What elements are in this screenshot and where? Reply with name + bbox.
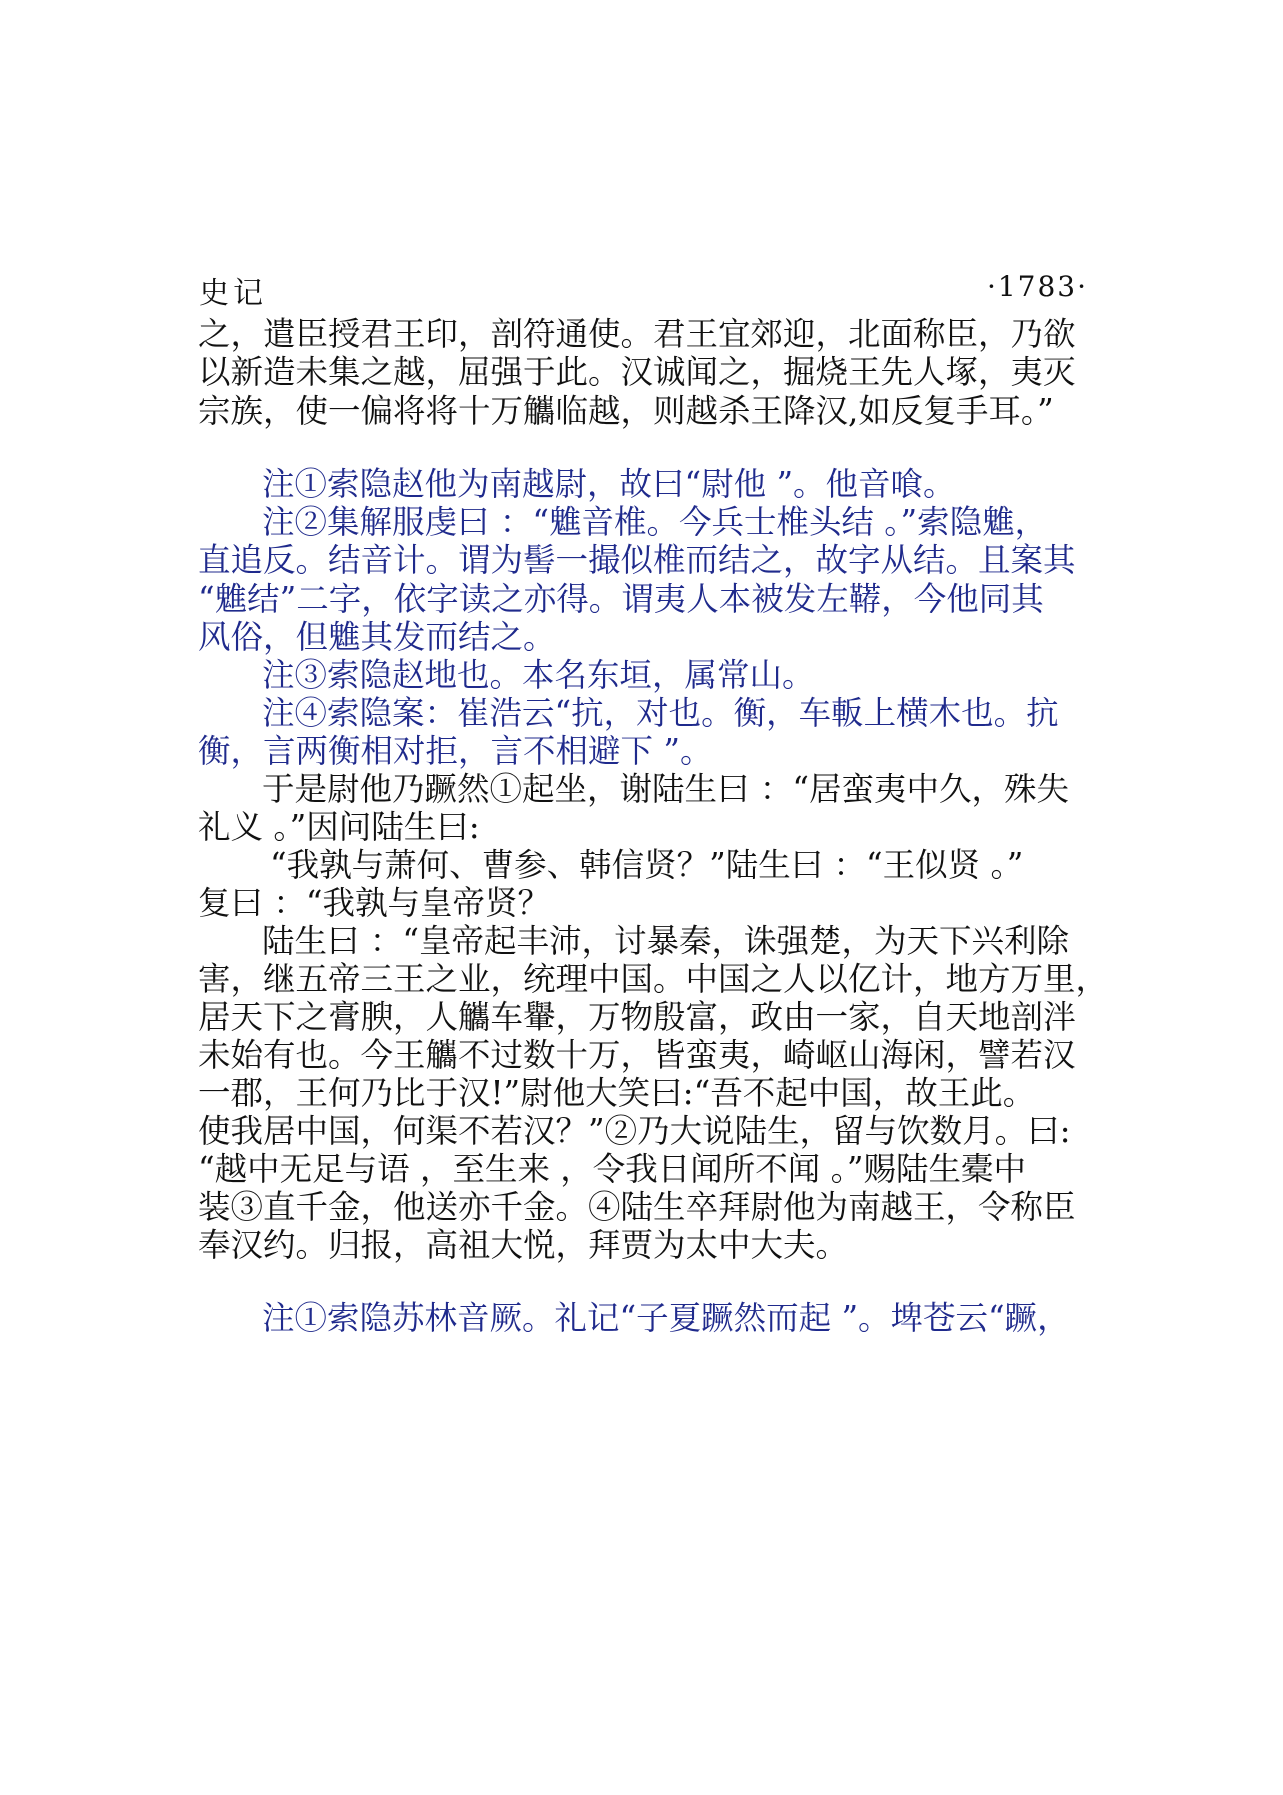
text-line: 以新造未集之越，屈强于此。汉诚闻之，掘烧王先人塚，夷灭 (198, 353, 1076, 391)
text-line: “我孰与萧何、曹参、韩信贤？”陆生曰 ：“王似贤 。” (270, 846, 1024, 884)
text-line: 一郡，王何乃比于汉!”尉他大笑曰:“吾不起中国，故王此。 (198, 1074, 1036, 1112)
annotation-line: 注③索隐赵地也。本名东垣，属常山。 (262, 656, 815, 694)
text-line: 礼义 。”因问陆生曰: (198, 808, 480, 846)
text-line: 装③直千金，他送亦千金。④陆生卒拜尉他为南越王，令称臣 (198, 1188, 1076, 1226)
text-line: 害，继五帝三王之业，统理中国。中国之人以亿计，地方万里， (198, 960, 1109, 998)
text-line: 居天下之膏腴，人觿车轝，万物殷富，政由一家，自天地剖泮 (198, 998, 1076, 1036)
text-line: 宗族，使一偏将将十万觿临越，则越杀王降汉,如反复手耳。” (198, 392, 1054, 430)
annotation-line: 注②集解服虔曰 ：“魋音椎。今兵士椎头结 。”索隐魋， (262, 503, 1048, 541)
annotation-line: 注①索隐苏林音厥。礼记“子夏蹶然而起 ”。埤苍云“蹶， (262, 1299, 1070, 1337)
text-line: 于是尉他乃蹶然①起坐，谢陆生曰 ：“居蛮夷中久，殊失 (262, 770, 1069, 808)
text-line: 使我居中国，何渠不若汉？”②乃大说陆生，留与饮数月。曰: (198, 1112, 1071, 1150)
annotation-line: 注④索隐案：崔浩云“抗，对也。衡，车䡊上横木也。抗 (262, 694, 1059, 732)
text-line: 未始有也。今王觿不过数十万，皆蛮夷，崎岖山海闲，譬若汉 (198, 1036, 1076, 1074)
running-head: 史记 (199, 276, 267, 311)
annotation-line: 风俗，但魋其发而结之。 (198, 618, 556, 656)
annotation-line: 衡，言两衡相对拒，言不相避下 ”。 (198, 732, 713, 770)
annotation-line: 注①索隐赵他为南越尉，故曰“尉他 ”。他音喰。 (262, 465, 956, 503)
text-line: “越中无足与语 ，至生来 ，令我日闻所不闻 。”赐陆生橐中 (198, 1150, 1026, 1188)
page-number: ·1783· (986, 270, 1088, 303)
annotation-line: 直追反。结音计。谓为髻一撮似椎而结之，故字从结。且案其 (198, 541, 1076, 579)
text-line: 奉汉约。归报，高祖大悦，拜贾为太中大夫。 (198, 1226, 849, 1264)
text-line: 复曰 ：“我孰与皇帝贤？ (198, 884, 550, 922)
text-line: 之，遣臣授君王印，剖符通使。君王宜郊迎，北面称臣，乃欲 (198, 315, 1076, 353)
annotation-line: “魋结”二字，依字读之亦得。谓夷人本被发左鞯，今他同其 (198, 580, 1044, 618)
text-line: 陆生曰 ：“皇帝起丰沛，讨暴秦，诛强楚，为天下兴利除 (262, 922, 1069, 960)
